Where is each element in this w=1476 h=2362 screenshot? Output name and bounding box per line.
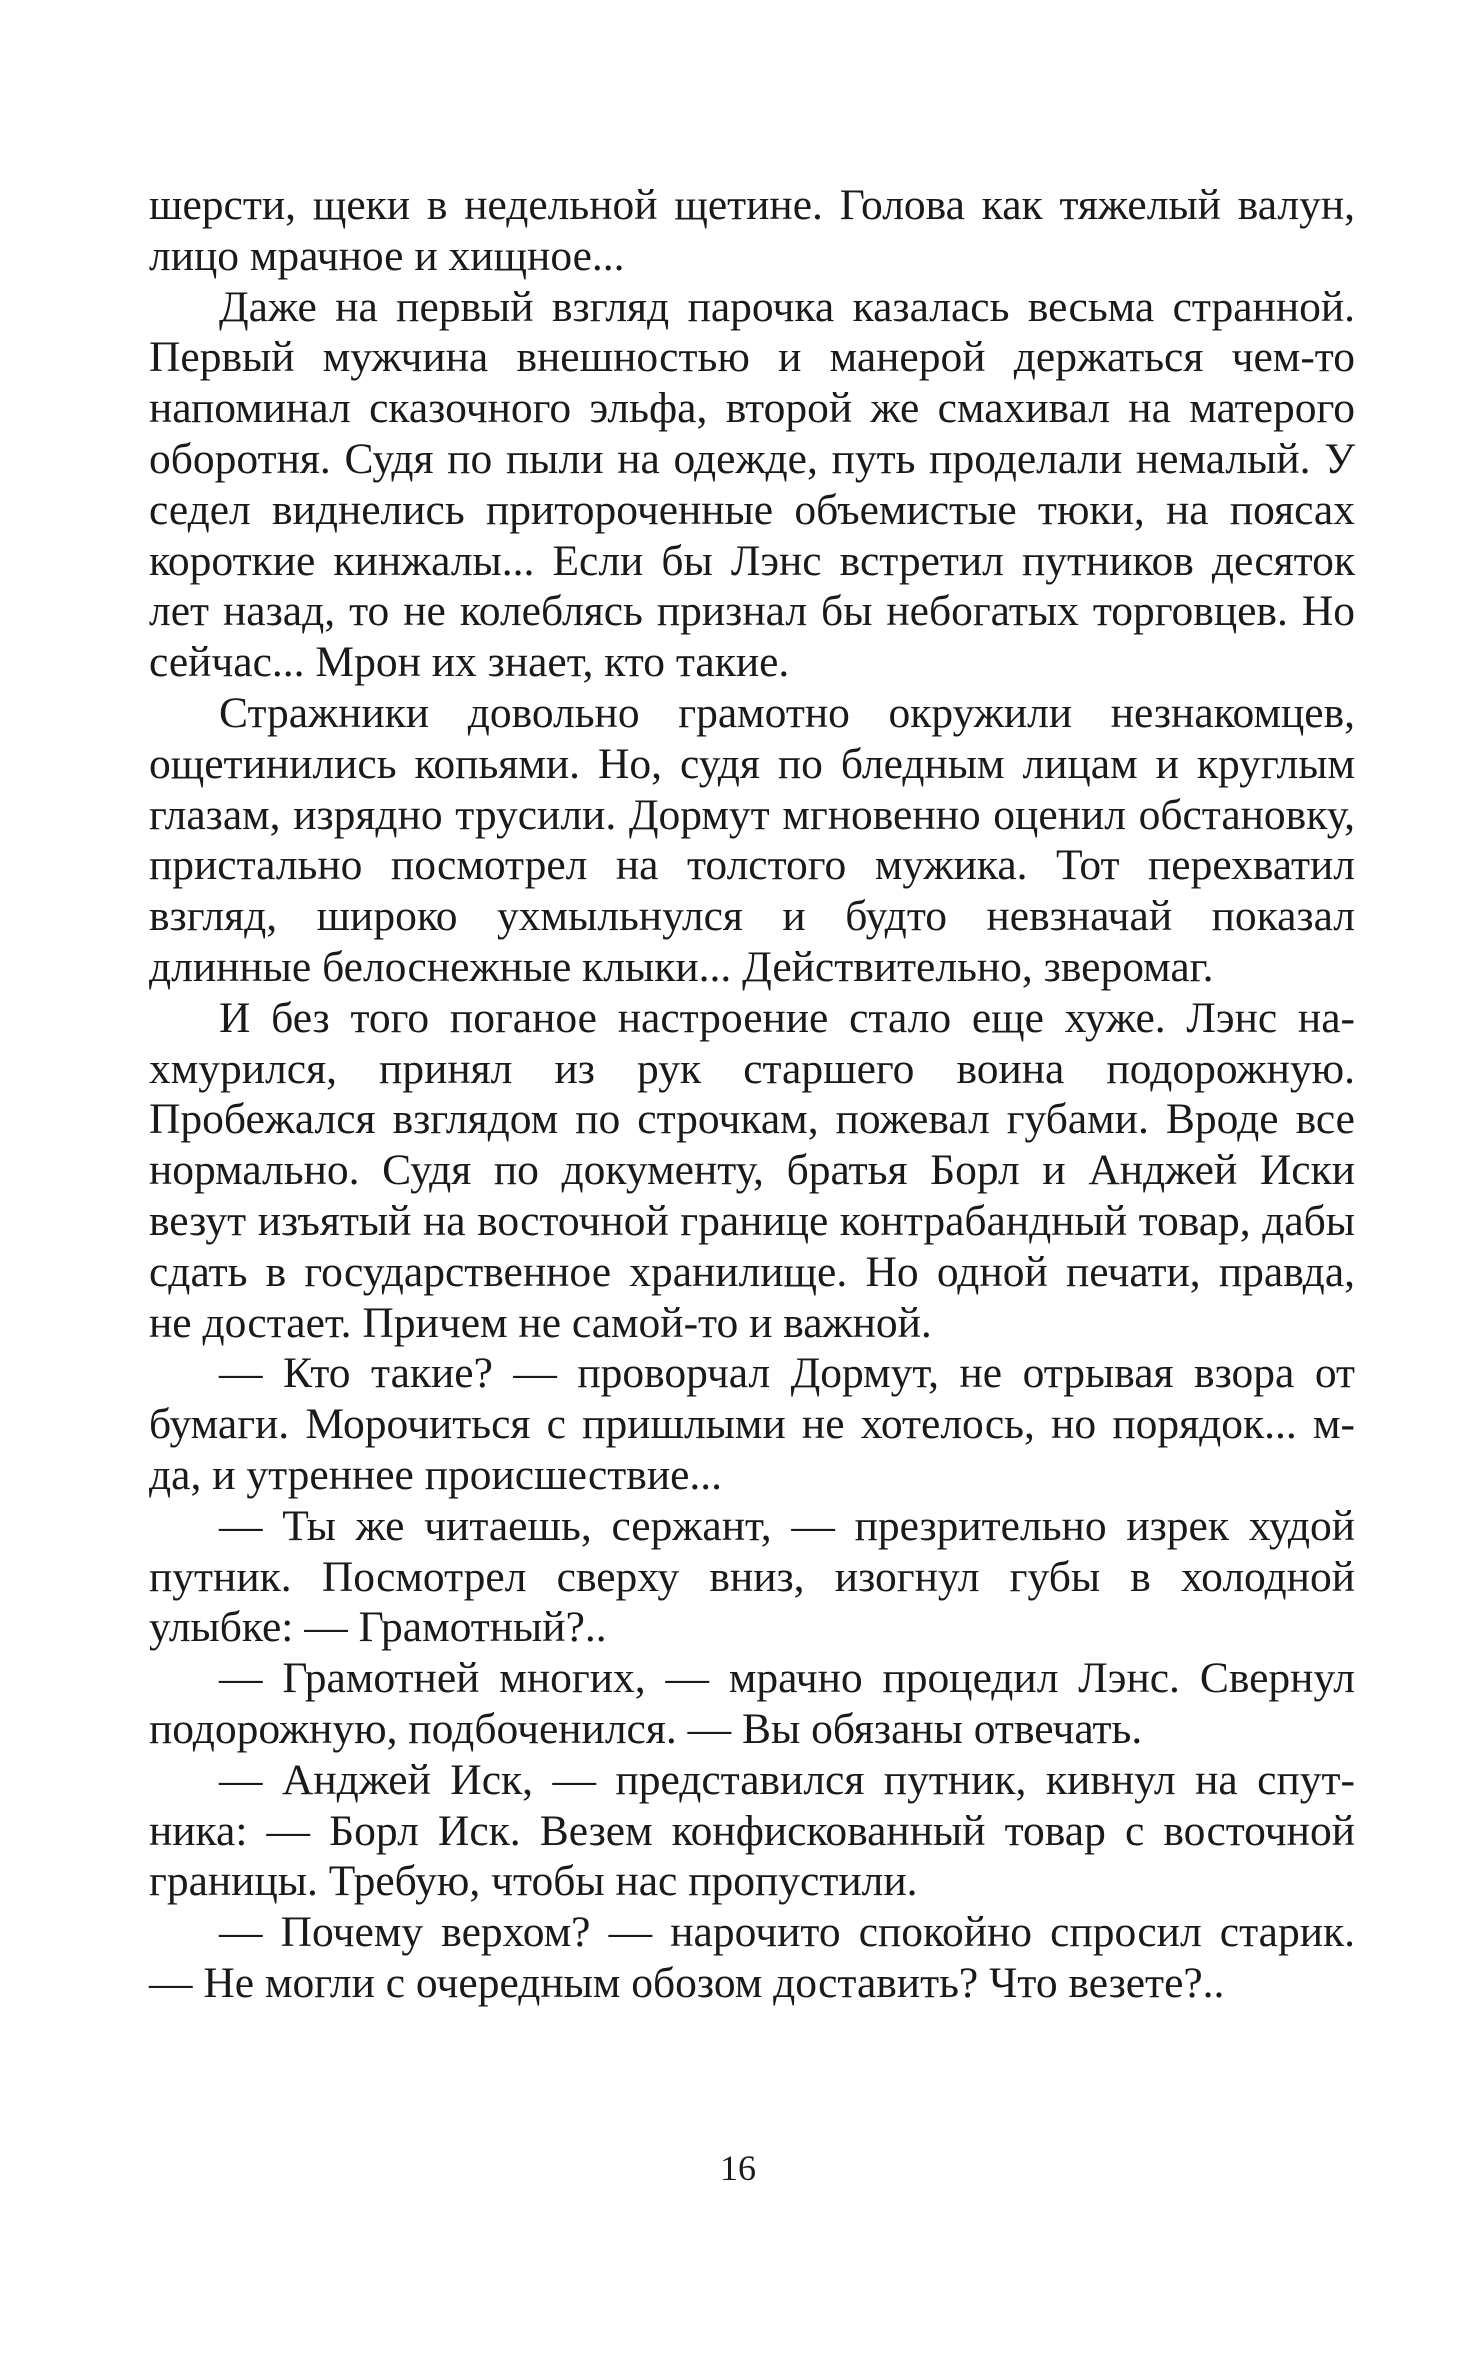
paragraph-5: — Кто такие? — проворчал Дормут, не отрывая взора от бумаги. Морочиться с пришлыми не хотелось, но порядок... м-да, и утреннее происшествие... [149,1349,1355,1499]
paragraph-4: И без того поганое настроение стало еще хуже. Лэнс нахмурился, принял из рук старшего воина подорожную. Пробежался взглядом по строчкам, пожевал губами. Вроде все нормально. Судя по документу, братья Борл и Анджей Иски везут изъятый на восточной границе контрабандный товар, дабы сдать в государственное хранилище. Но одной печати, правда, не достает. Причем не самой-то и важной. [149,993,1355,1347]
paragraph-6: — Ты же читаешь, сержант, — презрительно изрек худой путник. Посмотрел сверху вниз, изогнул губы в холодной улыбке: — Грамотный?.. [149,1501,1355,1652]
paragraph-3: Стражники довольно грамотно окружили незнакомцев, ощетинились копьями. Но, судя по бледным лицам и круглым глазам, изрядно трусили. Дормут мгновенно оценил обстановку, пристально посмотрел на толстого мужика. Тот перехватил взгляд, широко ухмыльнулся и будто невзначай показал длинные белоснежные клыки... Действительно, зверомаг. [149,688,1355,991]
paragraph-8: — Анджей Иск, — представился путник, кивнул на спутника: — Борл Иск. Везем конфискованный товар с восточной границы. Требую, чтобы нас пропустили. [149,1755,1355,1906]
paragraph-2: Даже на первый взгляд парочка казалась весьма странной. Первый мужчина внешностью и манерой держаться чем-то напоминал сказочного эльфа, второй же смахивал на матерого оборотня. Судя по пыли на одежде, путь проделaли немалый. У седел виднелись притороченные объемистые тюки, на поясах короткие кинжалы... Если бы Лэнс встретил путников десяток лет назад, то не колеблясь признал бы небогатых торговцев. Но сейчас... Мрон их знает, кто такие. [149,282,1355,687]
body-text [149,180,1355,2009]
paragraph-9: — Почему верхом? — нарочито спокойно спросил старик. — Не могли с очередным обозом доставить? Что везете?.. [149,1908,1355,2007]
page-number: 16 [720,2148,756,2188]
paragraph-1: шерсти, щеки в недельной щетине. Голова как тяжелый валун, лицо мрачное и хищное... [149,181,1355,280]
paragraph-7: — Грамотней многих, — мрачно процедил Лэнс. Свернул подорожную, подбоченился. — Вы обязаны отвечать. [149,1654,1355,1753]
